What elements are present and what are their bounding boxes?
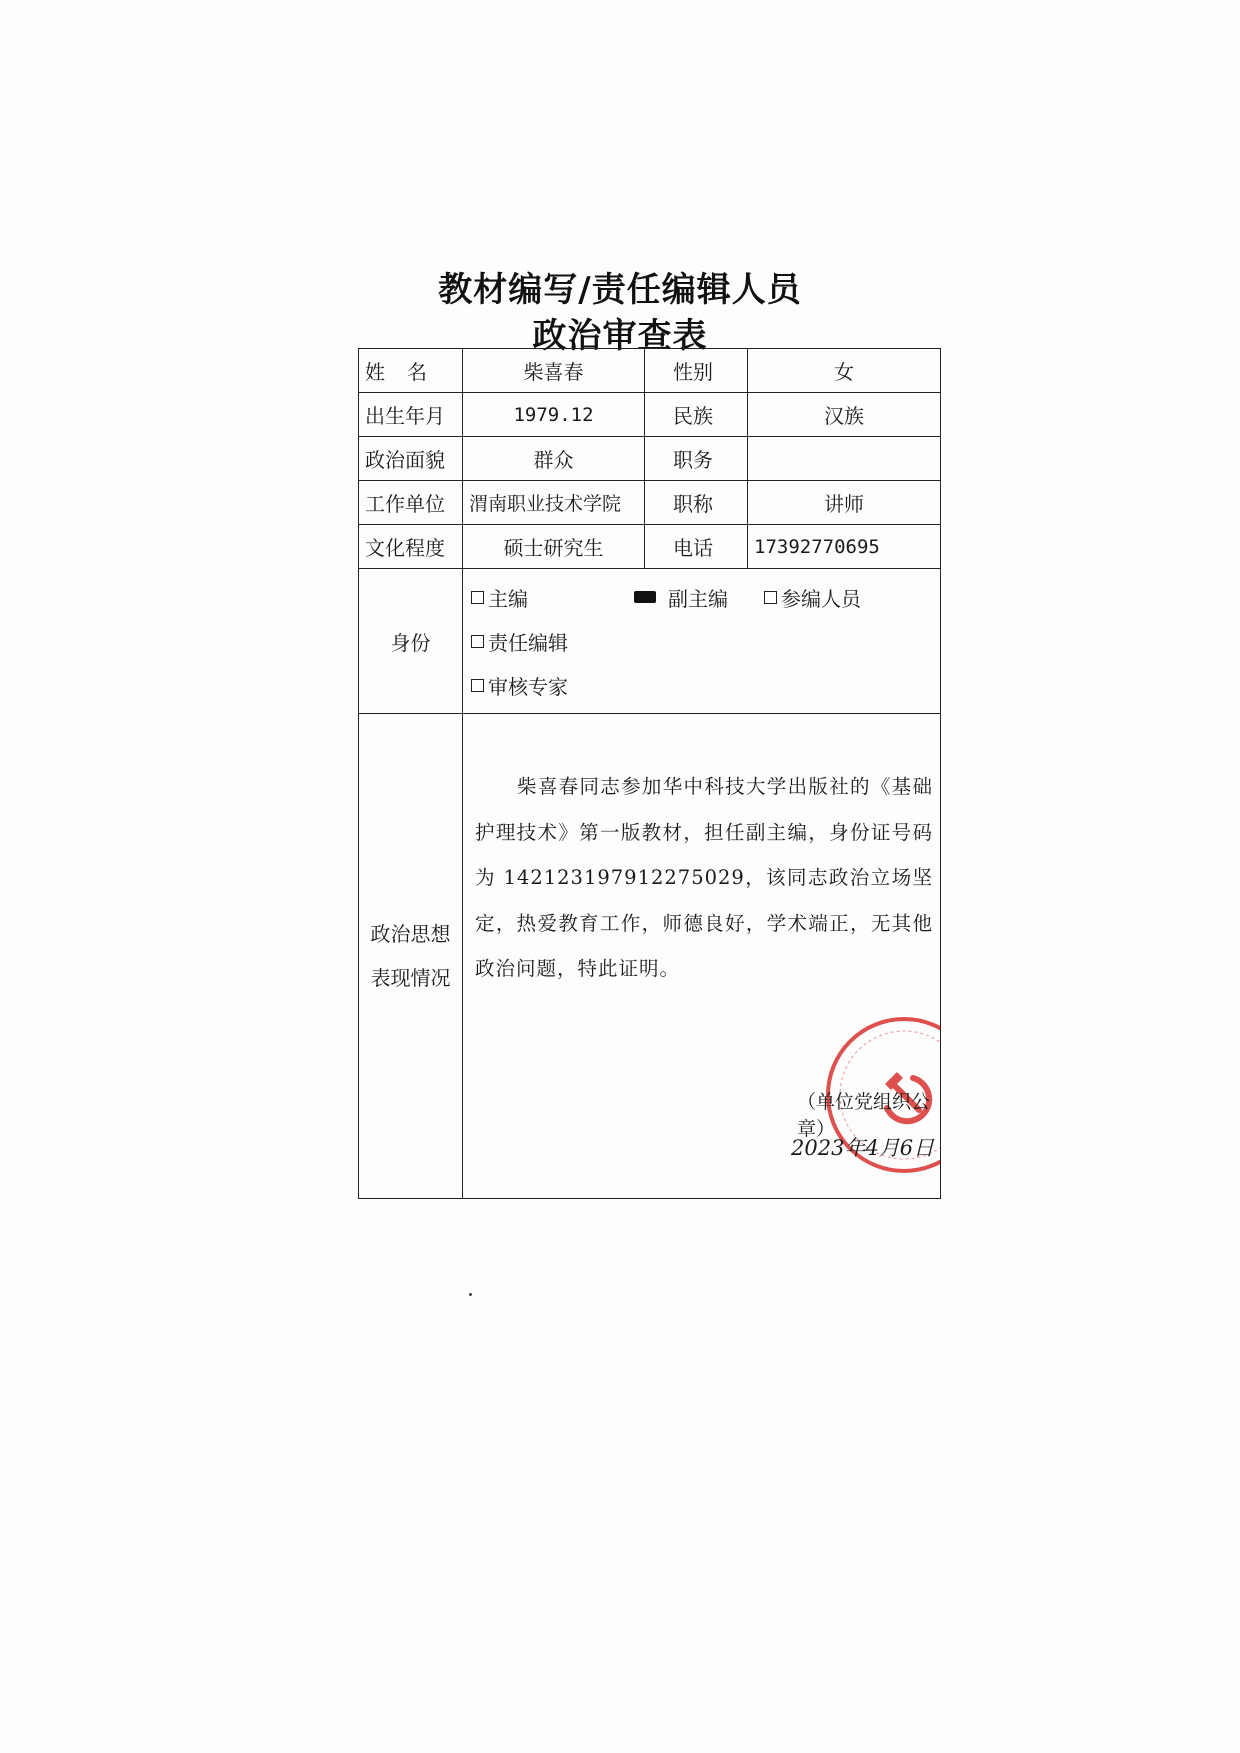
review-form-table	[358, 348, 941, 1199]
role-responsible-editor[interactable]	[471, 627, 568, 656]
political-label: 政治面貌	[359, 437, 463, 481]
checkbox-deputy-editor[interactable]	[634, 591, 656, 603]
gender-label: 性别	[645, 349, 748, 393]
assessment-label-line1: 政治思想	[370, 922, 451, 946]
title-rank-label: 职称	[645, 481, 748, 525]
phone-label: 电话	[645, 525, 748, 569]
political-value: 群众	[463, 437, 645, 481]
identity-label: 身份	[359, 569, 463, 714]
roles-row-3	[471, 663, 932, 707]
role-deputy-editor[interactable]	[564, 583, 728, 612]
position-value	[748, 437, 941, 481]
form-row-birth	[359, 393, 941, 437]
work-unit-value: 渭南职业技术学院	[463, 481, 645, 525]
checkbox-contributor[interactable]	[764, 591, 777, 604]
roles-row-2	[471, 619, 932, 663]
ethnicity-value: 汉族	[748, 393, 941, 437]
form-row-assessment	[359, 714, 941, 1199]
assessment-label-line2: 表现情况	[370, 966, 451, 990]
name-value: 柴喜春	[463, 349, 645, 393]
form-row-work-unit	[359, 481, 941, 525]
document-title-line2: 政治审查表	[532, 316, 708, 356]
name-label: 姓名	[359, 349, 463, 393]
scan-speck	[469, 1293, 472, 1296]
ethnicity-label: 民族	[645, 393, 748, 437]
work-unit-label: 工作单位	[359, 481, 463, 525]
education-value: 硕士研究生	[463, 525, 645, 569]
form-row-identity	[359, 569, 941, 714]
form-row-name	[359, 349, 941, 393]
role-chief-editor-label: 主编	[488, 586, 528, 611]
role-responsible-editor-label: 责任编辑	[488, 630, 568, 655]
role-contributor-label: 参编人员	[781, 586, 861, 611]
birth-value: 1979.12	[463, 393, 645, 437]
title-rank-value: 讲师	[748, 481, 941, 525]
document-title-line1: 教材编写/责任编辑人员	[438, 270, 802, 310]
role-deputy-editor-label: 副主编	[668, 586, 728, 611]
form-row-education	[359, 525, 941, 569]
roles-row-1	[471, 575, 932, 619]
seal-label: （单位党组织公章）	[797, 1091, 931, 1140]
checkbox-chief-editor[interactable]	[471, 591, 484, 604]
gender-value: 女	[748, 349, 941, 393]
role-contributor[interactable]	[764, 583, 861, 612]
assessment-statement: 柴喜春同志参加华中科技大学出版社的《基础护理技术》第一版教材，担任副主编，身份证号码为 142123197912275029，该同志政治立场坚定，热爱教育工作，师德良好，学术端正，无其他政治问题，特此证明。	[475, 775, 933, 980]
role-review-expert[interactable]	[471, 671, 568, 700]
identity-roles	[463, 569, 941, 714]
signed-date: 2023年4月6日	[791, 1136, 935, 1160]
role-review-expert-label: 审核专家	[488, 674, 568, 699]
assessment-label	[359, 714, 463, 1199]
form-row-political	[359, 437, 941, 481]
role-chief-editor[interactable]	[471, 583, 528, 612]
position-label: 职务	[645, 437, 748, 481]
checkbox-responsible-editor[interactable]	[471, 635, 484, 648]
assessment-cell	[463, 714, 941, 1199]
checkbox-review-expert[interactable]	[471, 679, 484, 692]
education-label: 文化程度	[359, 525, 463, 569]
birth-label: 出生年月	[359, 393, 463, 437]
phone-value: 17392770695	[748, 525, 941, 569]
